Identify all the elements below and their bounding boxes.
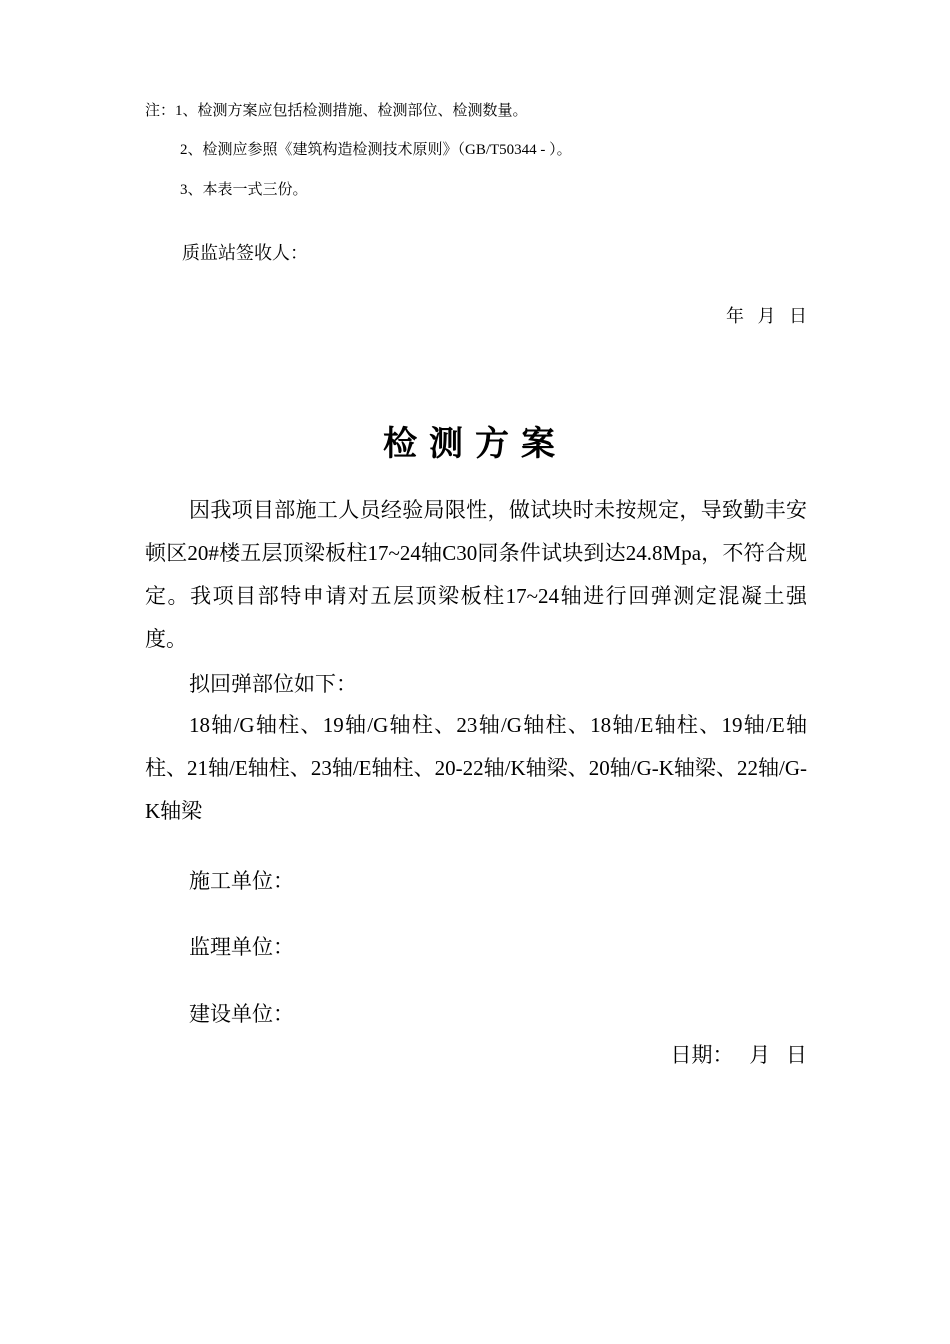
supervision-unit-label: 监理单位： — [189, 935, 294, 959]
body-paragraph-3: 18轴/G轴柱、19轴/G轴柱、23轴/G轴柱、18轴/E轴柱、19轴/E轴柱、21轴/E轴柱、23轴/E轴柱、20-22轴/K轴梁、20轴/G-K轴梁、22轴/G-K轴梁 — [145, 713, 807, 823]
document-title: 检测方案 — [383, 426, 567, 463]
note-line-2: 2、检测应参照《建筑构造检测技术原则》（GB/T50344 - ）。 — [180, 142, 572, 158]
body-paragraph-1: 因我项目部施工人员经验局限性，做试块时未按规定，导致勤丰安顿区20#楼五层顶梁板柱17~24轴C30同条件试块到达24.8Mpa，不符合规定。我项目部特申请对五层顶梁板柱17~24轴进行回弹测定混凝土强度。 — [145, 498, 807, 651]
owner-unit-label: 建设单位： — [189, 1002, 294, 1026]
construction-unit-label: 施工单位： — [189, 869, 294, 893]
station-receiver-label: 质监站签收人： — [182, 243, 308, 263]
note-line-1: 注：1、检测方案应包括检测措施、检测部位、检测数量。 — [145, 103, 528, 119]
body-paragraph-2: 拟回弹部位如下： — [189, 672, 357, 696]
date-bottom: 日期： 月 日 — [670, 1043, 807, 1067]
note-line-3: 3、本表一式三份。 — [180, 182, 308, 198]
date-top: 年 月 日 — [726, 306, 807, 326]
